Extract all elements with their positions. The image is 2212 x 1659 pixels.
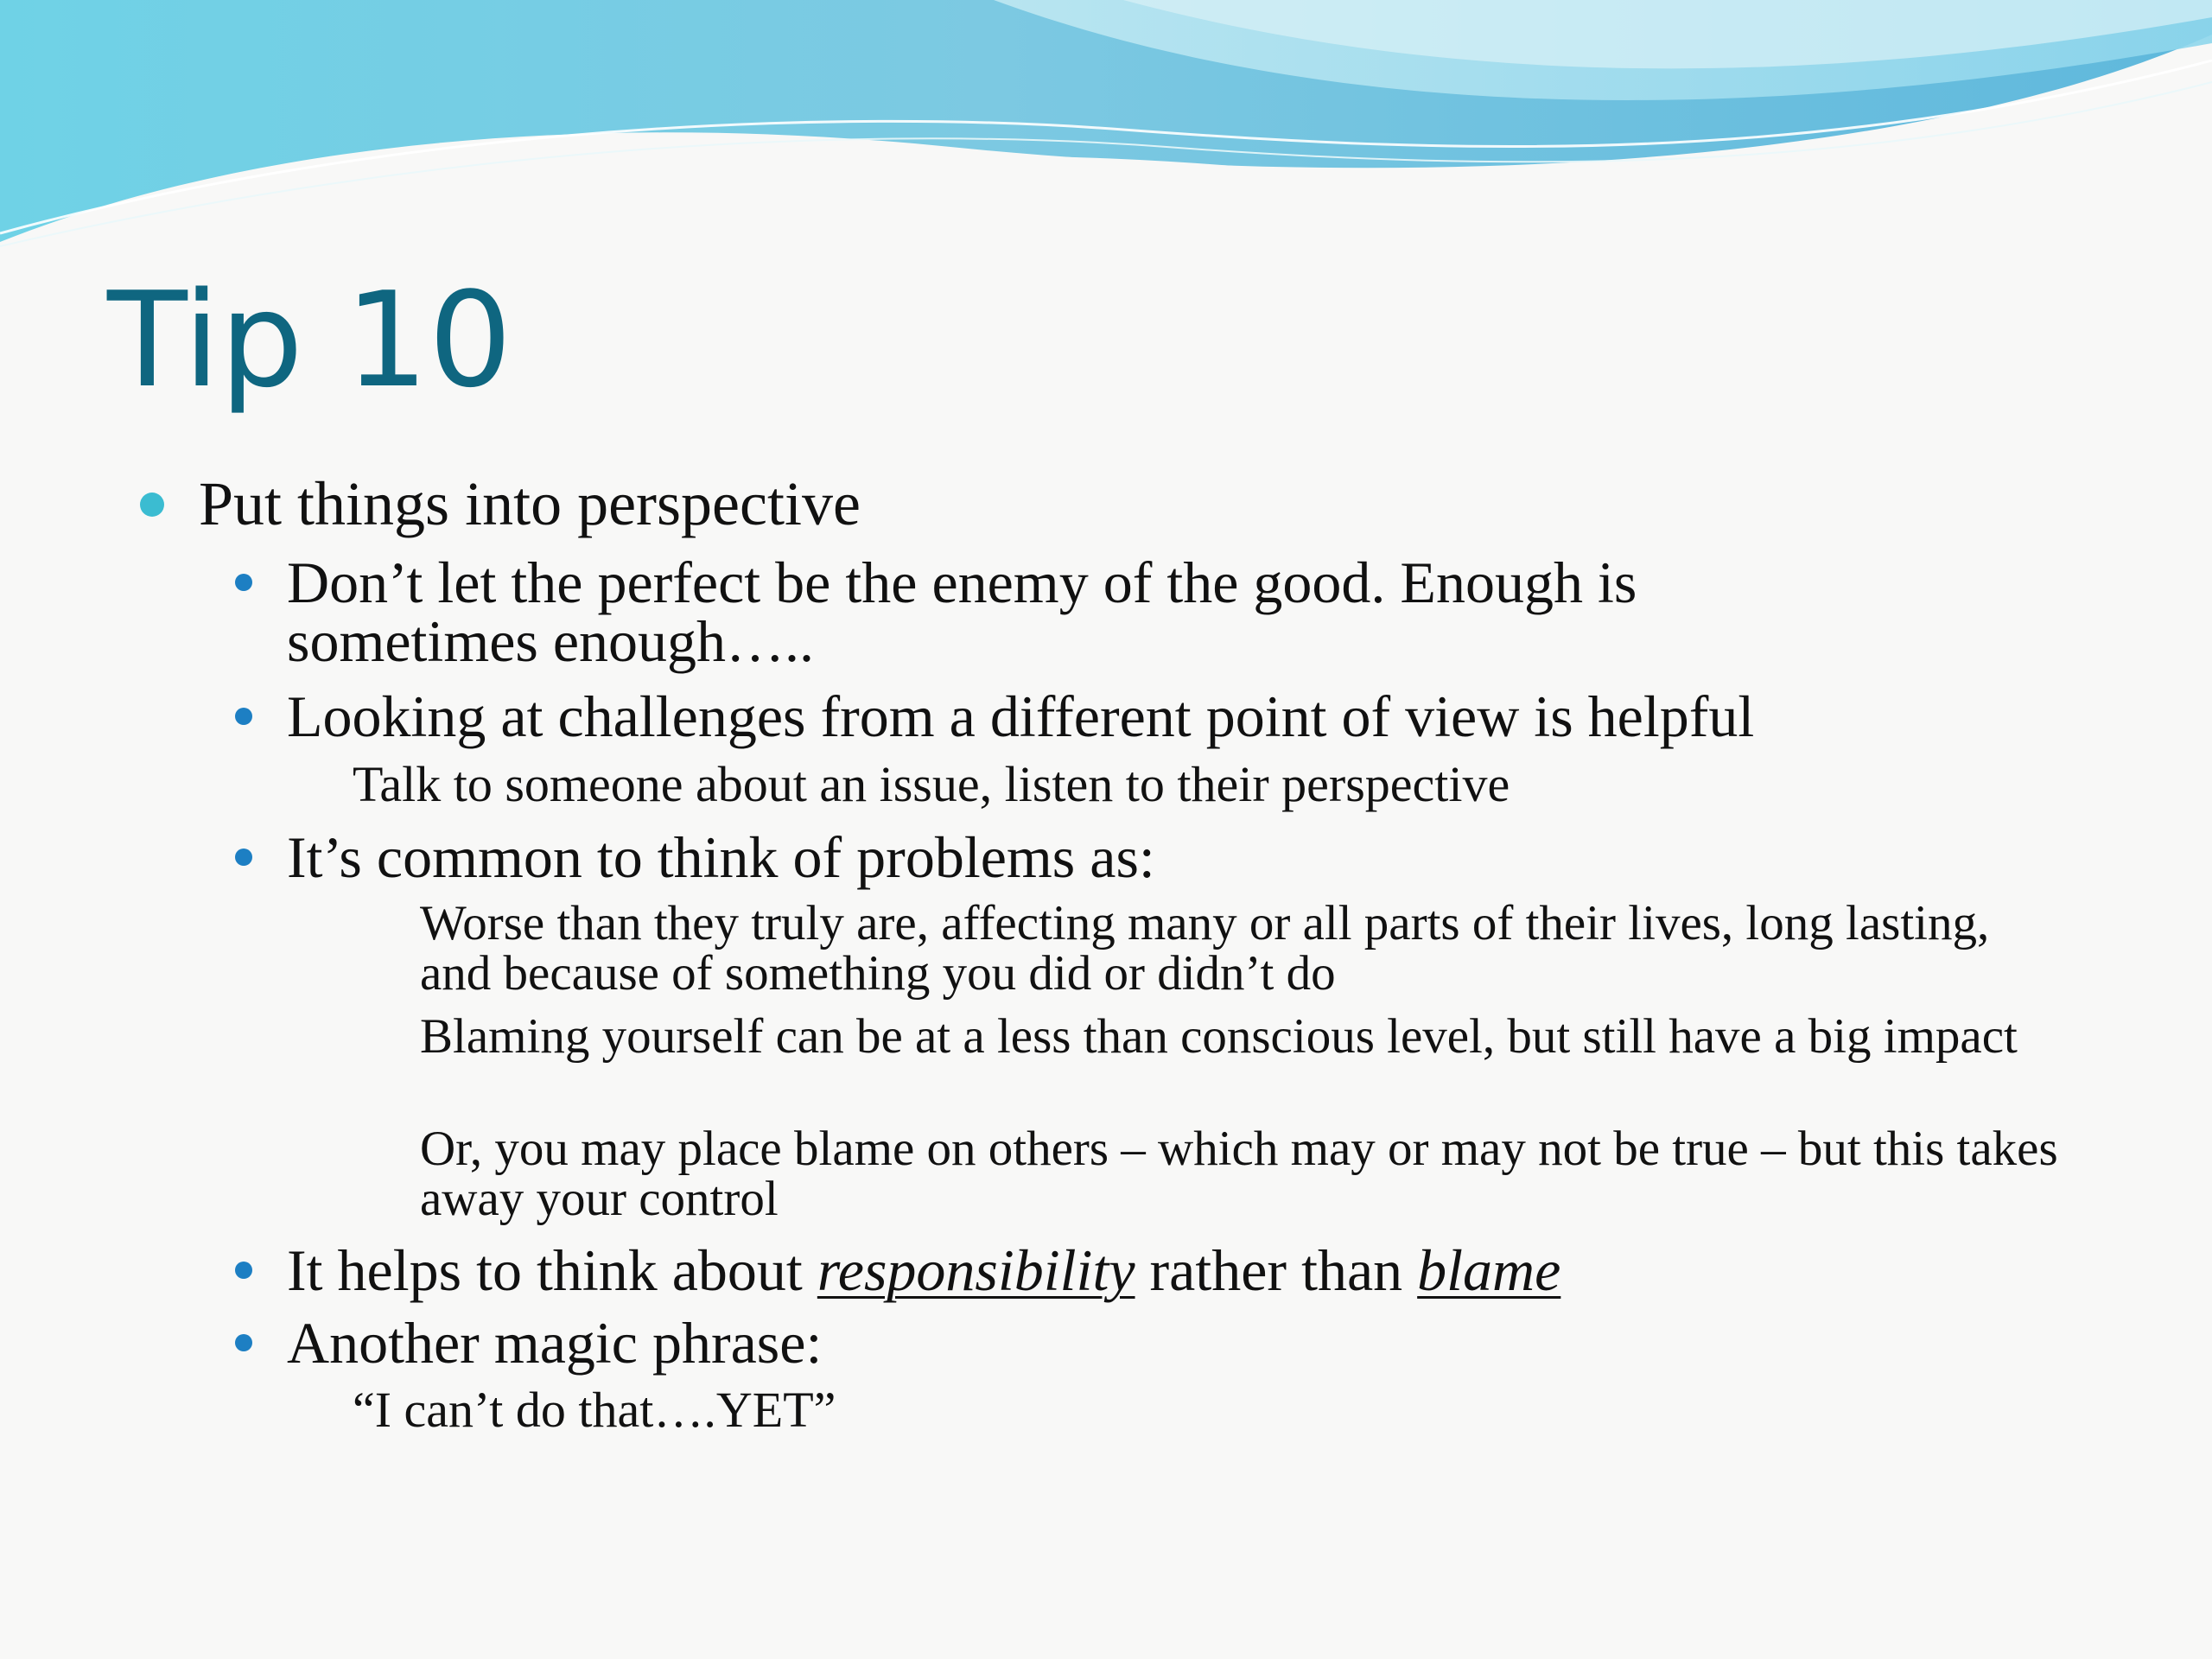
- bullet-text: [287, 1237, 2188, 1303]
- emphasis-responsibility: responsibility: [817, 1237, 1135, 1303]
- bullet-text: Or, you may place blame on others – which may or may not be true – but this takes away your control: [420, 1122, 2058, 1226]
- bullet-text: Don’t let the perfect be the enemy of the good. Enough is sometimes enough…..: [287, 550, 1637, 674]
- bullet-text-middle: rather than: [1135, 1237, 1418, 1303]
- bullet-text: Worse than they truly are, affecting many or all parts of their lives, long lasting, and because of something you did or didn’t do: [420, 896, 1990, 1001]
- bullet-text: “I can’t do that….YET”: [353, 1382, 836, 1438]
- bullet-text-prefix: It helps to think about: [287, 1237, 817, 1303]
- bullet-dot-icon: [140, 493, 164, 517]
- bullet-dot-icon: [235, 708, 252, 725]
- slide-title: Tip 10: [107, 264, 512, 416]
- bullet-text: Put things into perspective: [199, 469, 861, 538]
- bullet-dot-icon: [235, 849, 252, 866]
- bullet-text: Blaming yourself can be at a less than conscious level, but still have a big impact: [420, 1009, 2018, 1064]
- bullet-dot-icon: [235, 1262, 252, 1279]
- emphasis-blame: blame: [1417, 1237, 1561, 1303]
- bullet-text: Another magic phrase:: [287, 1310, 823, 1376]
- bullet-text: It’s common to think of problems as:: [287, 824, 1155, 890]
- bullet-dot-icon: [235, 1334, 252, 1351]
- bullet-text: Talk to someone about an issue, listen to their perspective: [353, 756, 1510, 812]
- bullet-text: Looking at challenges from a different point of view is helpful: [287, 683, 1755, 749]
- bullet-dot-icon: [235, 574, 252, 591]
